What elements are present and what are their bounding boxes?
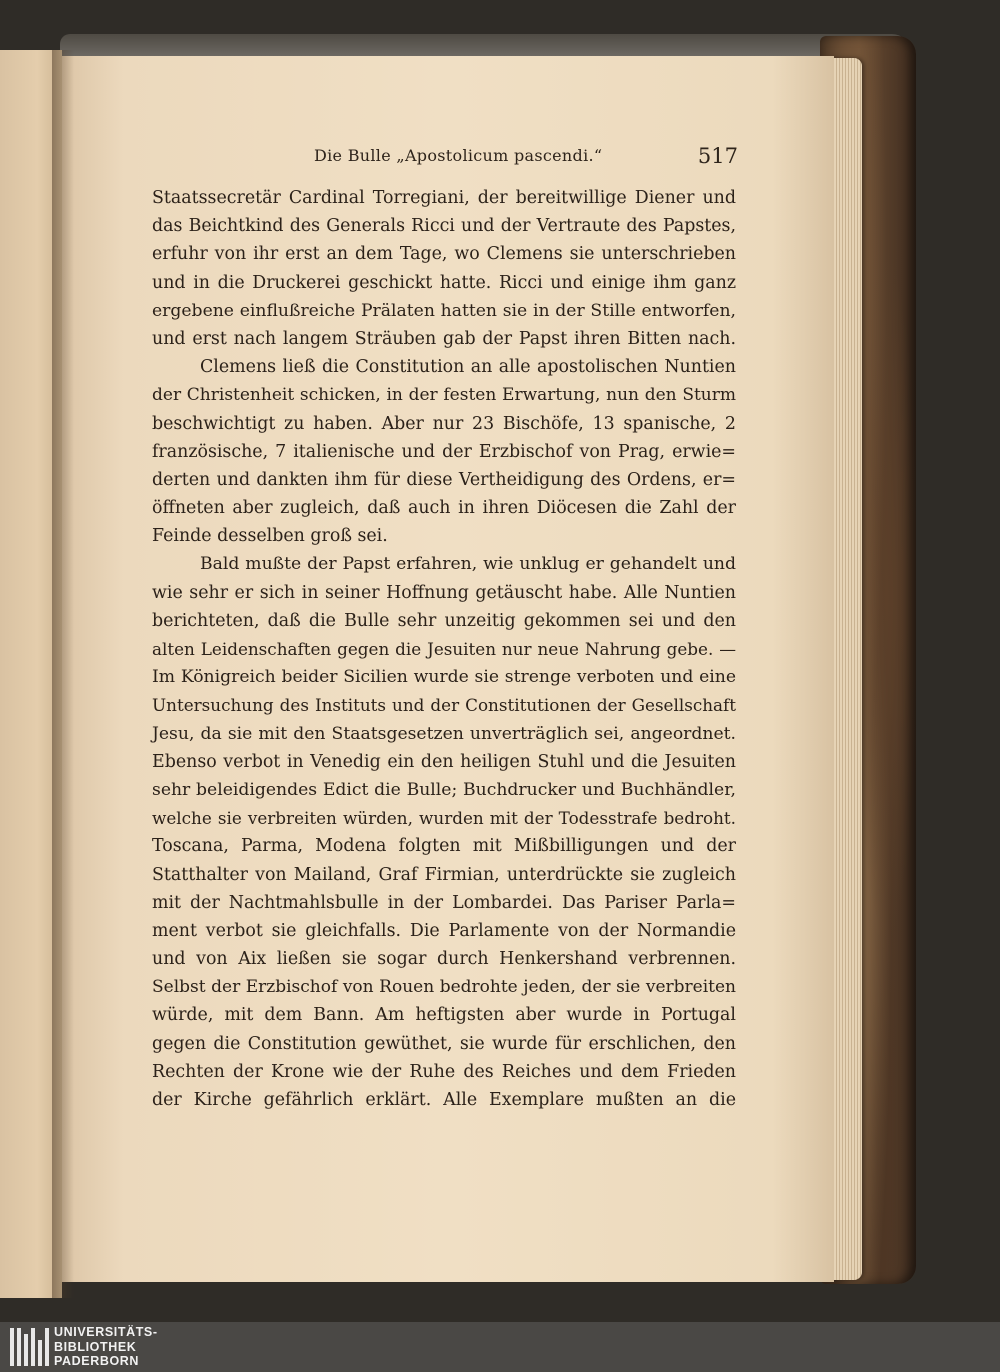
text-line: Ebenso verbot in Venedig ein den heiligen Stuhl und die Jesuiten: [152, 751, 736, 772]
book-cover-top-edge: [60, 34, 910, 56]
text-line: mit der Nachtmahlsbulle in der Lombardei. Das Pariser Parla=: [152, 892, 736, 913]
text-line: der Christenheit schicken, in der festen Erwartung, nun den Sturm: [152, 385, 736, 406]
text-line: Im Königreich beider Sicilien wurde sie strenge verboten und eine: [152, 667, 736, 688]
text-line: ergebene einflußreiche Prälaten hatten sie in der Stille entworfen,: [152, 300, 736, 321]
text-line: berichteten, daß die Bulle sehr unzeitig gekommen sei und den: [152, 610, 736, 631]
page-header: [314, 146, 738, 172]
text-line: gegen die Constitution gewüthet, sie wurde für erschlichen, den: [152, 1033, 736, 1054]
library-logo-icon: [8, 1326, 54, 1368]
text-line: derten und dankten ihm für diese Vertheidigung des Ordens, er=: [152, 469, 736, 490]
text-line: der Kirche gefährlich erklärt. Alle Exemplare mußten an die: [152, 1090, 736, 1110]
text-line: wie sehr er sich in seiner Hoffnung getäuscht habe. Alle Nuntien: [152, 582, 736, 603]
text-line: Statthalter von Mailand, Graf Firmian, unterdrückte sie zugleich: [152, 864, 736, 885]
text-line: Jesu, da sie mit den Staatsgesetzen unverträglich sei, angeordnet.: [152, 723, 736, 744]
library-name-line-1: UNIVERSITÄTS-: [54, 1325, 158, 1339]
text-line: sehr beleidigendes Edict die Bulle; Buchdrucker und Buchhändler,: [152, 779, 736, 800]
text-line: Rechten der Krone wie der Ruhe des Reiches und dem Frieden: [152, 1061, 736, 1082]
library-name: [54, 1325, 158, 1369]
text-line: und in die Druckerei geschickt hatte. Ricci und einige ihm ganz: [152, 272, 736, 293]
library-name-line-3: PADERBORN: [54, 1354, 140, 1368]
body-text: [152, 184, 736, 1114]
text-line: Staatssecretär Cardinal Torregiani, der bereitwillige Diener und: [152, 188, 736, 208]
text-line: beschwichtigt zu haben. Aber nur 23 Bischöfe, 13 spanische, 2: [152, 413, 736, 434]
text-line: würde, mit dem Bann. Am heftigsten aber wurde in Portugal: [152, 1005, 736, 1026]
text-line: erfuhr von ihr erst an dem Tage, wo Clemens sie unterschrieben: [152, 244, 736, 265]
page-gutter-shadow: [52, 50, 74, 1298]
running-title: Die Bulle „Apostolicum pascendi.“: [314, 146, 603, 165]
text-line: öffneten aber zugleich, daß auch in ihren Diöcesen die Zahl der: [152, 498, 736, 519]
text-line: Clemens ließ die Constitution an alle apostolischen Nuntien: [200, 357, 736, 378]
text-line: Bald mußte der Papst erfahren, wie unklug er gehandelt und: [200, 554, 736, 575]
library-footer: [0, 1322, 1000, 1372]
text-line: das Beichtkind des Generals Ricci und der Vertraute des Papstes,: [152, 216, 736, 237]
text-line: welche sie verbreiten würden, wurden mit der Todesstrafe bedroht.: [152, 808, 736, 829]
page-number: 517: [697, 144, 738, 168]
text-line: und von Aix ließen sie sogar durch Henkershand verbrennen.: [152, 949, 736, 970]
text-line: Selbst der Erzbischof von Rouen bedrohte jeden, der sie verbreiten: [152, 977, 736, 998]
text-line: französische, 7 italienische und der Erzbischof von Prag, erwie=: [152, 441, 736, 462]
text-line: und erst nach langem Sträuben gab der Papst ihren Bitten nach.: [152, 328, 736, 349]
text-line: ment verbot sie gleichfalls. Die Parlamente von der Normandie: [152, 920, 736, 941]
library-name-line-2: BIBLIOTHEK: [54, 1339, 137, 1354]
text-line: Feinde desselben groß sei.: [152, 526, 388, 547]
text-line: Untersuchung des Instituts und der Constitutionen der Gesellschaft: [152, 695, 736, 716]
text-line: Toscana, Parma, Modena folgten mit Mißbilligungen und der: [152, 836, 736, 857]
text-line: alten Leidenschaften gegen die Jesuiten nur neue Nahrung gebe. —: [152, 639, 736, 659]
